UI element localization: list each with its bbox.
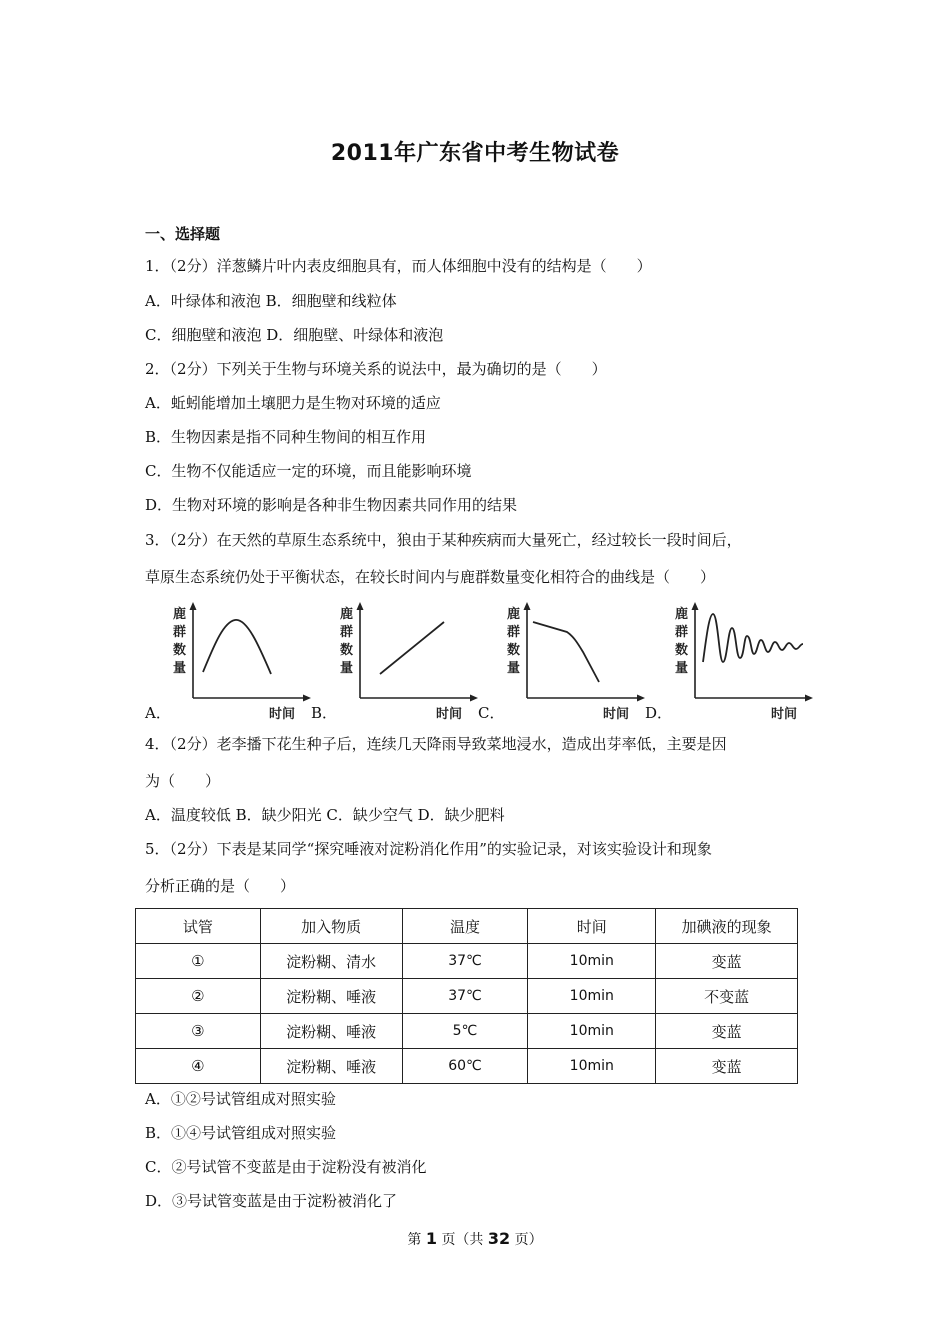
table-row xyxy=(136,944,798,979)
table-cell: ③ xyxy=(136,1014,261,1049)
q2-option-a: A．蚯蚓能增加土壤肥力是生物对环境的适应 xyxy=(145,394,441,412)
q3-graph-b xyxy=(338,600,478,722)
y-label-char: 鹿 xyxy=(507,607,521,622)
y-label-char: 量 xyxy=(173,661,187,676)
curve-rise-fall xyxy=(203,620,271,674)
y-label-char: 数 xyxy=(173,643,187,658)
y-label-char: 群 xyxy=(340,625,354,640)
q3-graph-row xyxy=(145,600,815,725)
q2-option-b: B．生物因素是指不同种生物间的相互作用 xyxy=(145,428,427,446)
q5-stem-line1: 5．（2分）下表是某同学“探究唾液对淀粉消化作用”的实验记录，对该实验设计和现象 xyxy=(145,840,712,858)
q3-option-b-label: B． xyxy=(311,704,338,722)
table-cell: 10min xyxy=(528,944,656,979)
q5-option-c: C．②号试管不变蓝是由于淀粉没有被消化 xyxy=(145,1158,427,1176)
q4-stem-line2: 为（ ） xyxy=(145,772,221,790)
footer-page-number: 1 xyxy=(425,1229,437,1248)
x-axis-label: 时间 xyxy=(603,707,630,722)
q4-stem-line1: 4．（2分）老李播下花生种子后，连续几天降雨导致菜地浸水，造成出芽率低，主要是因 xyxy=(145,735,727,753)
table-header-cell: 时间 xyxy=(528,909,656,944)
table-row xyxy=(136,979,798,1014)
y-label-char: 量 xyxy=(340,661,354,676)
q1-options-line2: C．细胞壁和液泡 D．细胞壁、叶绿体和液泡 xyxy=(145,326,444,344)
table-header-cell: 加碘液的现象 xyxy=(656,909,798,944)
q3-graph-c xyxy=(505,600,645,722)
table-header-cell: 试管 xyxy=(136,909,261,944)
y-label-char: 量 xyxy=(507,661,521,676)
table-cell: 变蓝 xyxy=(656,1014,798,1049)
table-cell: 37℃ xyxy=(402,979,528,1014)
table-header-row xyxy=(136,909,798,944)
y-label-char: 数 xyxy=(675,643,689,658)
y-label-char: 鹿 xyxy=(173,607,187,622)
table-cell: 淀粉糊、唾液 xyxy=(260,979,402,1014)
q1-options-line1: A．叶绿体和液泡 B．细胞壁和线粒体 xyxy=(145,292,397,310)
q1-stem: 1．（2分）洋葱鳞片叶内表皮细胞具有，而人体细胞中没有的结构是（ ） xyxy=(145,257,652,275)
y-label-char: 量 xyxy=(675,661,689,676)
footer-prefix: 第 xyxy=(407,1232,422,1248)
y-label-char: 群 xyxy=(675,625,689,640)
table-cell: 60℃ xyxy=(402,1049,528,1084)
table-cell: 10min xyxy=(528,1014,656,1049)
curve-decline xyxy=(533,622,599,682)
q3-graph-a xyxy=(171,600,311,722)
q3-option-d-label: D． xyxy=(645,704,673,722)
table-cell: 变蓝 xyxy=(656,1049,798,1084)
table-cell: 淀粉糊、清水 xyxy=(260,944,402,979)
footer-suffix: 页） xyxy=(514,1232,543,1248)
table-cell: 37℃ xyxy=(402,944,528,979)
q3-stem-line2: 草原生态系统仍处于平衡状态，在较长时间内与鹿群数量变化相符合的曲线是（ ） xyxy=(145,568,716,586)
y-label-char: 群 xyxy=(173,625,187,640)
page-title: 2011年广东省中考生物试卷 xyxy=(330,141,620,166)
q3-graph-d xyxy=(673,600,813,722)
y-label-char: 数 xyxy=(340,643,354,658)
y-label-char: 数 xyxy=(507,643,521,658)
table-header-cell: 温度 xyxy=(402,909,528,944)
q2-stem: 2．（2分）下列关于生物与环境关系的说法中，最为确切的是（ ） xyxy=(145,360,607,378)
table-row xyxy=(136,1049,798,1084)
footer-middle: 页（共 xyxy=(441,1232,484,1248)
curve-oscillation xyxy=(703,614,803,662)
curve-linear-rise xyxy=(380,622,444,674)
table-cell: ④ xyxy=(136,1049,261,1084)
q3-option-a-label: A． xyxy=(145,704,171,722)
page-footer xyxy=(0,1229,950,1249)
q3-stem-line1: 3．（2分）在天然的草原生态系统中，狼由于某种疾病而大量死亡，经过较长一段时间后， xyxy=(145,531,742,549)
table-cell: ② xyxy=(136,979,261,1014)
table-cell: 淀粉糊、唾液 xyxy=(260,1014,402,1049)
table-cell: 5℃ xyxy=(402,1014,528,1049)
y-label-char: 鹿 xyxy=(675,607,689,622)
x-axis-label: 时间 xyxy=(436,707,463,722)
y-label-char: 群 xyxy=(507,625,521,640)
section-heading: 一、选择题 xyxy=(145,225,221,243)
x-axis-label: 时间 xyxy=(771,707,798,722)
q5-stem-line2: 分析正确的是（ ） xyxy=(145,877,296,895)
q2-option-d: D．生物对环境的影响是各种非生物因素共同作用的结果 xyxy=(145,496,518,514)
table-header-cell: 加入物质 xyxy=(260,909,402,944)
table-cell: 变蓝 xyxy=(656,944,798,979)
q5-option-b: B．①④号试管组成对照实验 xyxy=(145,1124,337,1142)
q3-option-c-label: C． xyxy=(478,704,505,722)
footer-total-pages: 32 xyxy=(487,1229,511,1248)
table-cell: ① xyxy=(136,944,261,979)
q2-option-c: C．生物不仅能适应一定的环境，而且能影响环境 xyxy=(145,462,472,480)
experiment-table xyxy=(135,908,798,1084)
table-cell: 淀粉糊、唾液 xyxy=(260,1049,402,1084)
q4-options: A．温度较低 B．缺少阳光 C．缺少空气 D．缺少肥料 xyxy=(145,806,505,824)
table-cell: 10min xyxy=(528,979,656,1014)
table-cell: 不变蓝 xyxy=(656,979,798,1014)
q5-option-d: D．③号试管变蓝是由于淀粉被消化了 xyxy=(145,1192,398,1210)
q5-option-a: A．①②号试管组成对照实验 xyxy=(145,1090,336,1108)
x-axis-label: 时间 xyxy=(269,707,296,722)
table-cell: 10min xyxy=(528,1049,656,1084)
y-label-char: 鹿 xyxy=(340,607,354,622)
table-row xyxy=(136,1014,798,1049)
